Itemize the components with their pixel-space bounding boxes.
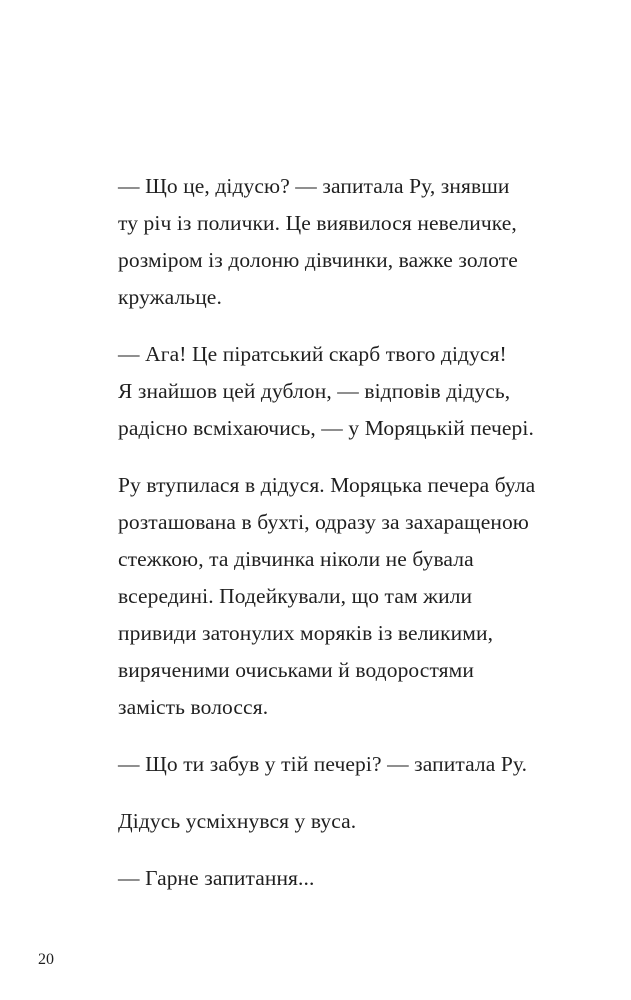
paragraph-6: [118, 860, 558, 897]
paragraph-1: [118, 168, 558, 316]
text-line: ту річ із полички. Це виявилося невеличке,: [118, 211, 517, 235]
text-line: замість волосся.: [118, 695, 269, 719]
text-line: Дідусь усміхнувся у вуса.: [118, 809, 357, 833]
paragraph-2: [118, 336, 558, 447]
paragraph-5: [118, 803, 558, 840]
text-line: Ру втупилася в дідуся. Моряцька печера була: [118, 473, 536, 497]
text-line: стежкою, та дівчинка ніколи не бувала: [118, 547, 474, 571]
text-line: всередині. Подейкували, що там жили: [118, 584, 473, 608]
text-line: — Ага! Це піратський скарб твого дідуся!: [118, 342, 507, 366]
text-line: кружальце.: [118, 285, 222, 309]
body-text: [118, 168, 558, 917]
text-line: виряченими очиськами й водоростями: [118, 658, 474, 682]
text-line: привиди затонулих моряків із великими,: [118, 621, 494, 645]
paragraph-3: [118, 467, 558, 726]
text-line: розміром із долоню дівчинки, важке золоте: [118, 248, 518, 272]
text-line: — Гарне запитання...: [118, 866, 315, 890]
text-line: Я знайшов цей дублон, — відповів дідусь,: [118, 379, 511, 403]
text-line: — Що ти забув у тій печері? — запитала Ру.: [118, 752, 528, 776]
paragraph-4: [118, 746, 558, 783]
text-line: — Що це, дідусю? — запитала Ру, знявши: [118, 174, 510, 198]
text-line: розташована в бухті, одразу за захаращеною: [118, 510, 529, 534]
text-line: радісно всміхаючись, — у Моряцькій печері.: [118, 416, 534, 440]
page-number: 20: [38, 951, 54, 968]
